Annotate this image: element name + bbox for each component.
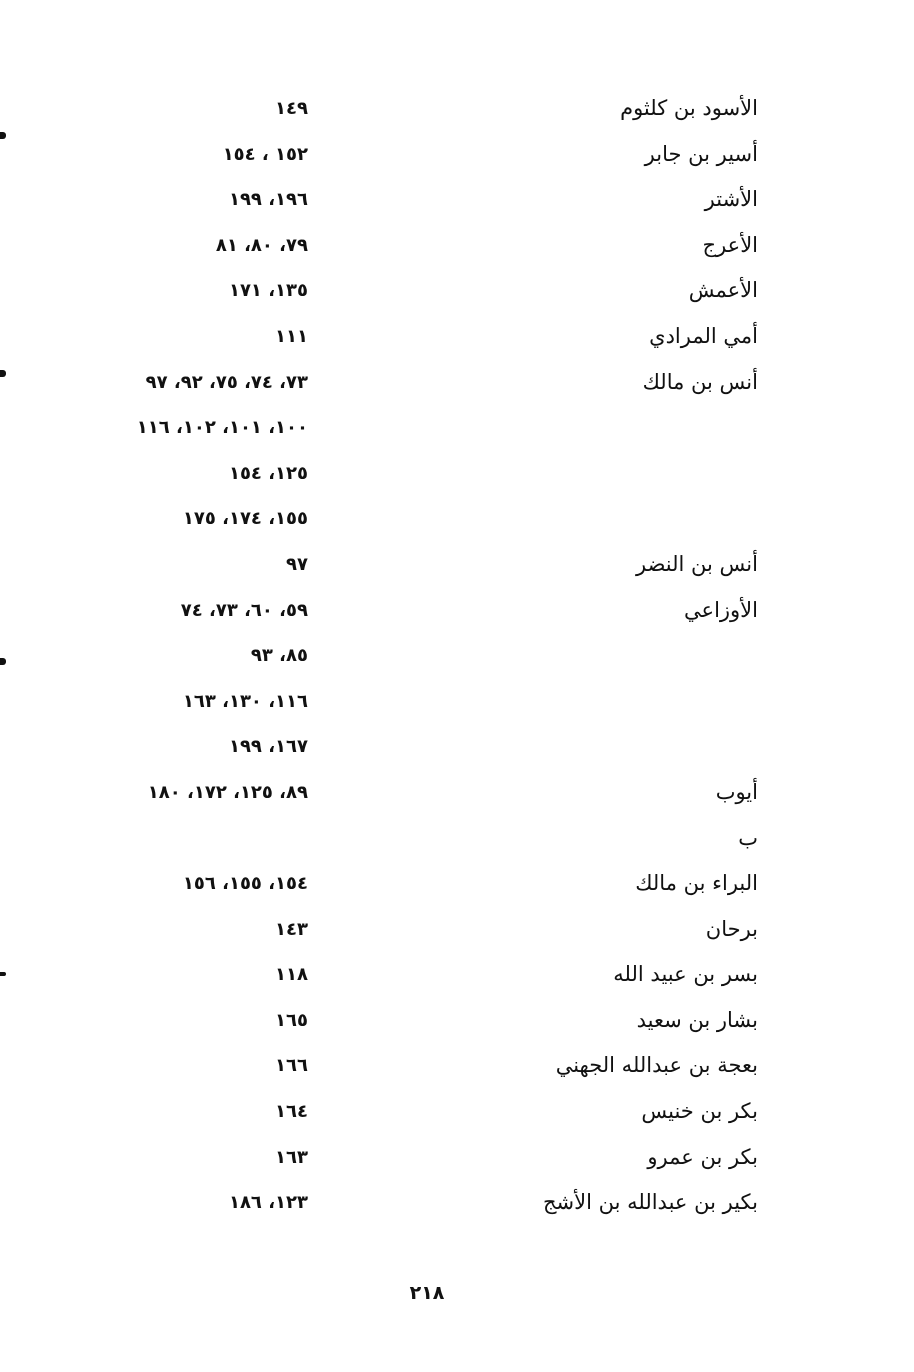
entry-name: بكر بن خنيس [641,1099,758,1124]
index-entry [60,320,760,366]
entry-name: الأسود بن كلثوم [620,96,758,120]
entry-pages: ١٢٥، ١٥٤ [228,462,308,484]
entry-name: أيوب [715,779,758,804]
index-entry [60,1004,760,1050]
entry-pages: ١١٦، ١٣٠، ١٦٣ [182,690,308,712]
page-number: ٢١٨ [409,1282,445,1304]
index-entry [60,366,760,412]
index-entry [60,867,760,913]
index-entry [60,183,760,229]
entry-pages: ١٦٥ [275,1009,308,1031]
entry-pages: ١٤٩ [275,98,308,119]
entry-pages: ١٤٣ [275,918,308,940]
entry-name: أنس بن مالك [642,369,758,394]
index-entry-continuation [60,502,760,548]
index-entry [60,1095,760,1141]
index-entry [60,1049,760,1095]
entry-name: الأعرج [702,232,758,257]
entry-name: أمي المرادي [649,323,758,348]
entry-name: أنس بن النضر [635,551,758,576]
entry-name: برحان [705,916,758,941]
entry-name: بكر بن عمرو [647,1144,758,1169]
entry-name: بكير بن عبدالله بن الأشج [542,1190,758,1215]
index-entry [60,274,760,320]
entry-pages: ٨٩، ١٢٥، ١٧٢، ١٨٠ [147,781,308,803]
entry-pages: ١٠٠، ١٠١، ١٠٢، ١١٦ [136,417,308,439]
index-entry-continuation [60,411,760,457]
entry-pages: ٧٣، ٧٤، ٧٥، ٩٢، ٩٧ [145,371,308,393]
binding-mark [0,370,6,377]
entry-pages: ١١١ [275,325,308,347]
section-letter: ب [738,825,758,850]
entry-pages: ١١٨ [275,964,308,986]
entry-pages: ٩٧ [286,553,308,575]
entry-pages: ١٦٦ [275,1055,308,1077]
index-entry [60,548,760,594]
index-entry-continuation [60,639,760,685]
index-entry [60,92,760,138]
entry-name: البراء بن مالك [635,871,758,896]
entry-pages: ١٥٥، ١٧٤، ١٧٥ [182,508,308,530]
entry-pages: ١٩٦، ١٩٩ [228,189,308,211]
entry-pages: ١٢٣، ١٨٦ [228,1192,308,1214]
index-entry [60,229,760,275]
name-index-list [60,92,760,1232]
index-entry-continuation [60,685,760,731]
index-entry [60,776,760,822]
binding-mark [0,658,6,665]
entry-pages: ٥٩، ٦٠، ٧٣، ٧٤ [180,599,308,621]
entry-name: الأشتر [704,187,758,212]
index-entry [60,913,760,959]
entry-pages: ١٣٥، ١٧١ [228,280,308,302]
entry-name: الأوزاعي [684,597,758,622]
index-entry [60,958,760,1004]
entry-pages: ١٥٢ ، ١٥٤ [222,143,308,165]
entry-pages: ٨٥، ٩٣ [250,645,308,667]
section-letter-heading [60,822,760,868]
index-entry [60,1186,760,1232]
entry-name: بعجة بن عبدالله الجهني [555,1053,758,1078]
entry-pages: ٧٩، ٨٠، ٨١ [215,234,308,256]
index-entry-continuation [60,730,760,776]
entry-pages: ١٦٣ [275,1146,308,1168]
entry-name: الأعمش [688,278,758,303]
index-entry [60,594,760,640]
entry-pages: ١٦٧، ١٩٩ [228,736,308,758]
entry-name: بشار بن سعيد [636,1007,758,1032]
index-entry [60,1141,760,1187]
entry-pages: ١٦٤ [275,1101,308,1123]
binding-mark [0,132,6,139]
index-entry [60,138,760,184]
index-entry-continuation [60,457,760,503]
entry-name: أسير بن جابر [644,141,758,166]
entry-name: بسر بن عبيد الله [613,962,758,987]
binding-mark [0,972,6,976]
entry-pages: ١٥٤، ١٥٥، ١٥٦ [182,873,308,895]
